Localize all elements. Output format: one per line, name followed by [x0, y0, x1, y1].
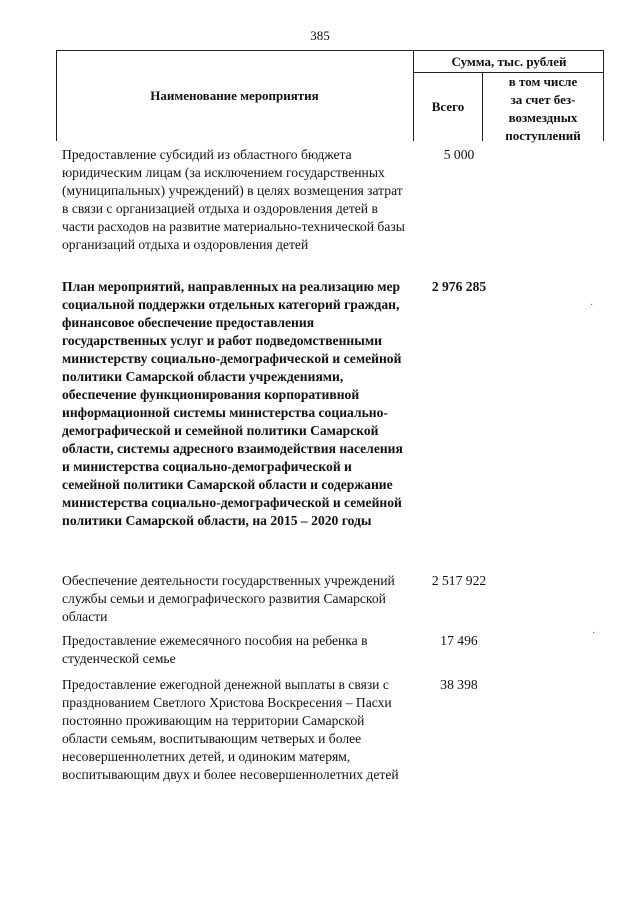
header-including-col	[483, 73, 603, 145]
page-number: 385	[310, 28, 330, 43]
row-total: 5 000	[443, 147, 475, 162]
row-total: 2 976 285	[431, 279, 487, 294]
header-total-col: Всего	[431, 99, 465, 114]
scan-speck: ·	[592, 628, 596, 639]
row-total: 38 398	[440, 677, 478, 692]
row-name: План мероприятий, направленных на реализацию мер социальной поддержки отдельных категорий граждан, финансовое обеспечение предоставления государственных услуг и работ подведомственными министерству социально-демографической и семейной политики Самарской области учреждениями, обеспечение функционирования корпоративной информационной системы министерства социально-демографической и семейной политики Самарской области, системы адресного взаимодействия населения и министерства социально-демографической и семейной политики Самарской области и содержание министерства социально-демографической и семейной политики Самарской области, на 2015 – 2020 годы	[62, 279, 403, 528]
row-name: Предоставление ежемесячного пособия на ребенка в студенческой семье	[62, 633, 368, 666]
scan-speck: ·	[590, 300, 594, 311]
row-total: 17 496	[440, 633, 478, 648]
header-including-line: поступлений	[505, 128, 581, 143]
row-name: Предоставление ежегодной денежной выплаты в связи с празднованием Светлого Христова Воскресения – Пасхи постоянно проживающим на территории Самарской области семьям, воспитывающим четверых и более несовершеннолетних детей, и одиноким матерям, воспитывающим двух и более несовершеннолетних детей	[62, 677, 399, 782]
header-name-col: Наименование мероприятия	[150, 88, 319, 103]
row-name: Обеспечение деятельности государственных учреждений службы семьи и демографического развития Самарской области	[62, 573, 395, 624]
header-including-line: в том числе	[508, 74, 578, 89]
header-including-line: за счет без-	[510, 92, 576, 107]
table-header	[56, 50, 604, 141]
header-sum-group: Сумма, тыс. рублей	[451, 54, 567, 69]
row-name: Предоставление субсидий из областного бюджета юридическим лицам (за исключением государственных (муниципальных) учреждений) в целях возмещения затрат в связи с организацией отдыха и оздоровления детей в части расходов на развитие материально-технической базы организаций отдыха и оздоровления детей	[62, 147, 405, 252]
header-including-line: возмездных	[508, 110, 578, 125]
row-total: 2 517 922	[431, 573, 487, 588]
